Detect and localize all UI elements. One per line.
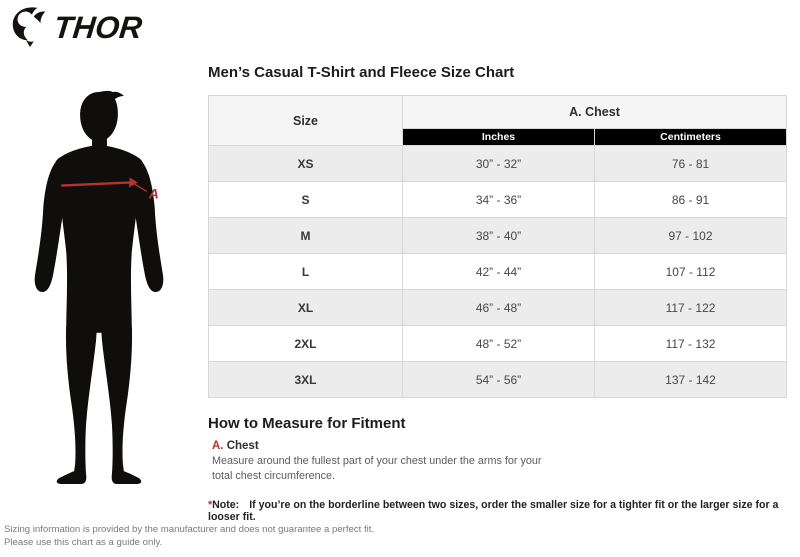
note-asterisk: *: [208, 499, 213, 511]
cm-value: 76 - 81: [595, 146, 787, 182]
cm-value: 97 - 102: [595, 218, 787, 254]
measure-section-heading: How to Measure for Fitment: [208, 415, 406, 432]
measure-label-name: Chest: [223, 440, 259, 452]
centimeters-header: Centimeters: [595, 129, 787, 146]
size-value: S: [209, 182, 403, 218]
size-value: 3XL: [209, 362, 403, 398]
inches-value: 30” - 32”: [403, 146, 595, 182]
note-label: Note:: [212, 499, 240, 511]
table-row: [209, 254, 787, 290]
table-row: [209, 146, 787, 182]
size-column-header: Size: [209, 96, 403, 146]
size-value: L: [209, 254, 403, 290]
inches-value: 38” - 40”: [403, 218, 595, 254]
table-row: [209, 218, 787, 254]
sizing-note: [208, 499, 793, 523]
inches-value: 46” - 48”: [403, 290, 595, 326]
table-row: [209, 290, 787, 326]
cm-value: 107 - 112: [595, 254, 787, 290]
inches-value: 34” - 36”: [403, 182, 595, 218]
measure-description: Measure around the fullest part of your chest under the arms for your total chest circumference.: [212, 455, 542, 482]
cm-value: 117 - 122: [595, 290, 787, 326]
size-value: XS: [209, 146, 403, 182]
inches-header: Inches: [403, 129, 595, 146]
logo-wordmark: THOR: [52, 9, 144, 45]
man-silhouette: [35, 91, 164, 484]
note-text: If you’re on the borderline between two sizes, order the smaller size for a tighter fit or the larger size for a looser fit.: [208, 499, 779, 523]
footer-disclaimer: [4, 523, 374, 550]
measure-label-letter: A.: [212, 440, 224, 452]
thor-ram-icon: [8, 6, 50, 48]
table-row: [209, 182, 787, 218]
inches-value: 48” - 52”: [403, 326, 595, 362]
measurement-figure: [18, 88, 180, 486]
chest-group-header: A. Chest: [403, 96, 787, 129]
inches-value: 54” - 56”: [403, 362, 595, 398]
size-value: 2XL: [209, 326, 403, 362]
table-row: [209, 362, 787, 398]
cm-value: 86 - 91: [595, 182, 787, 218]
disclaimer-line-1: Sizing information is provided by the manufacturer and does not guarantee a perfect fit.: [4, 524, 375, 535]
cm-value: 137 - 142: [595, 362, 787, 398]
chest-marker-label: A: [148, 185, 159, 202]
brand-logo: [8, 6, 142, 48]
page-title: Men’s Casual T-Shirt and Fleece Size Chart: [208, 64, 515, 81]
measure-label: [212, 440, 259, 452]
size-value: M: [209, 218, 403, 254]
cm-value: 117 - 132: [595, 326, 787, 362]
disclaimer-line-2: Please use this chart as a guide only.: [4, 537, 163, 549]
size-value: XL: [209, 290, 403, 326]
inches-value: 42” - 44”: [403, 254, 595, 290]
size-table: [208, 95, 787, 398]
table-row: [209, 326, 787, 362]
